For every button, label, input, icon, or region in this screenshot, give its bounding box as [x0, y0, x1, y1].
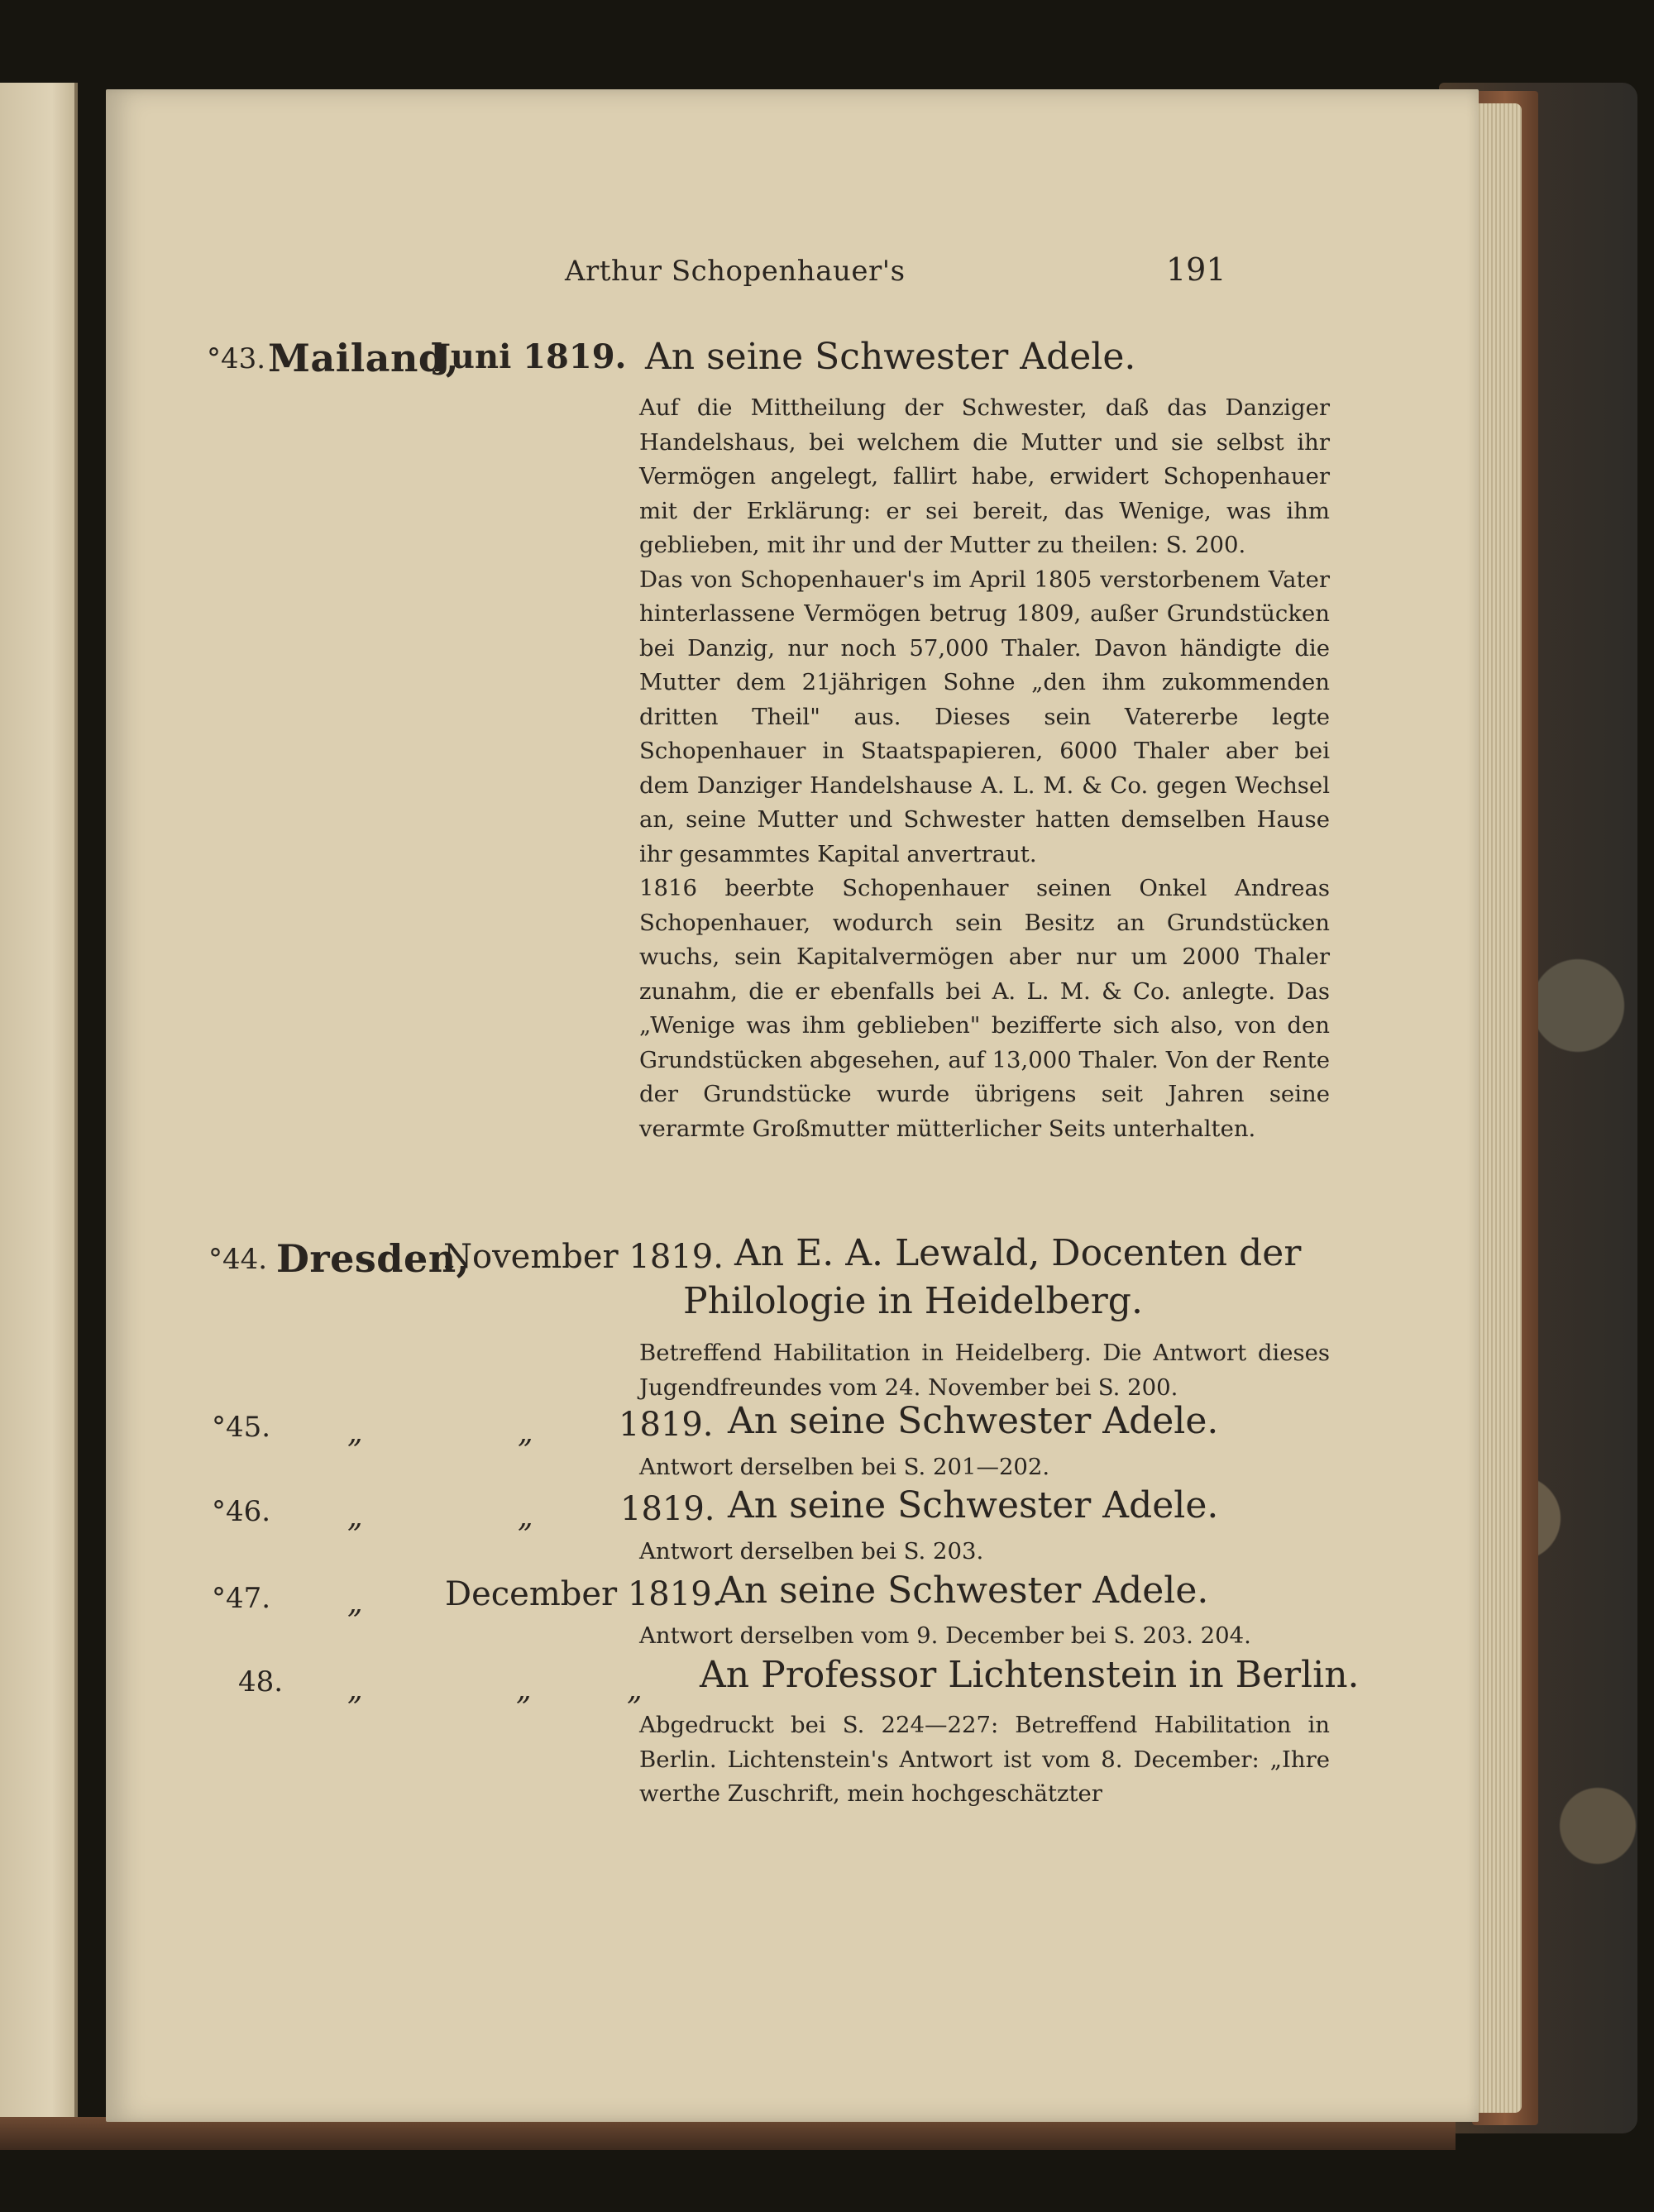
- ditto-mark: „: [347, 1500, 363, 1534]
- body-paragraph: Das von Schopenhauer's im April 1805 verstorbenem Vater hinterlassene Vermögen betrug 1809, außer Grundstücken bei Danzig, nur noch 57,000 Thaler. Davon händigte die Mutter dem 21jährigen Sohne „den ihm zukommenden dritten Theil" aus. Dieses sein Vatererbe legte Schopenhauer in Staatspapieren, 6000 Thaler aber bei dem Danziger Handelshause A. L. M. & Co. gegen Wechsel an, seine Mutter und Schwester hatten demselben Hause ihr gesammtes Kapital anvertraut.: [639, 566, 1330, 867]
- entry-recipient: An seine Schwester Adele.: [728, 1484, 1219, 1526]
- entry-date: 1819.: [619, 1406, 714, 1444]
- entry-number: °44.: [208, 1243, 268, 1276]
- entry-recipient: Philologie in Heidelberg.: [683, 1280, 1143, 1322]
- entry-body: [639, 1535, 1330, 1569]
- entry-number: °43.: [207, 342, 266, 375]
- entry-number: 48.: [238, 1665, 284, 1698]
- entry-body: [639, 391, 1330, 1146]
- body-paragraph: Abgedruckt bei S. 224—227: Betreffend Habilitation in Berlin. Lichtenstein's Antwort ist vom 8. December: „Ihre werthe Zuschrift, mein hochgeschätzter: [639, 1712, 1330, 1807]
- page: [106, 89, 1479, 2122]
- body-paragraph: Antwort derselben bei S. 203.: [639, 1538, 984, 1565]
- entry-recipient: An seine Schwester Adele.: [718, 1569, 1209, 1612]
- entry-recipient: An E. A. Lewald, Docenten der: [734, 1232, 1302, 1274]
- body-paragraph: Auf die Mittheilung der Schwester, daß das Danziger Handelshaus, bei welchem die Mutter und sie selbst ihr Vermögen angelegt, fallirt habe, erwidert Schopenhauer mit der Erklärung: er sei bereit, das Wenige, was ihm geblieben, mit ihr und der Mutter zu theilen: S. 200.: [639, 394, 1330, 558]
- page-number: 191: [1166, 251, 1226, 288]
- ditto-mark: „: [516, 1673, 532, 1707]
- entry-number: °46.: [212, 1495, 271, 1528]
- entry-place: Dresden,: [276, 1236, 471, 1281]
- ditto-mark: „: [347, 1586, 363, 1620]
- entry-number: °47.: [212, 1582, 271, 1615]
- entry-recipient: An seine Schwester Adele.: [728, 1400, 1219, 1442]
- body-paragraph: Antwort derselben bei S. 201—202.: [639, 1454, 1050, 1480]
- body-paragraph: Antwort derselben vom 9. December bei S. 203. 204.: [639, 1622, 1251, 1649]
- ditto-mark: „: [347, 1416, 363, 1450]
- running-header: Arthur Schopenhauer's: [565, 255, 906, 288]
- cover-bottom-edge: [0, 2117, 1456, 2150]
- entry-date: Juni 1819.: [435, 337, 627, 376]
- ditto-mark: „: [518, 1500, 533, 1534]
- left-page-edge: [0, 83, 78, 2133]
- entry-date: 1819.: [620, 1490, 715, 1528]
- entry-recipient: An seine Schwester Adele.: [645, 336, 1136, 378]
- entry-body: [639, 1619, 1330, 1654]
- entry-date: December 1819.: [445, 1575, 723, 1613]
- entry-number: °45.: [212, 1411, 271, 1444]
- entry-body: [639, 1336, 1330, 1405]
- ditto-mark: „: [347, 1673, 363, 1707]
- entry-date: November 1819.: [443, 1238, 724, 1276]
- entry-recipient: An Professor Lichtenstein in Berlin.: [700, 1654, 1360, 1696]
- body-paragraph: Betreffend Habilitation in Heidelberg. Die Antwort dieses Jugendfreundes vom 24. November bei S. 200.: [639, 1340, 1330, 1401]
- entry-place: Mailand,: [268, 336, 460, 380]
- body-paragraph: 1816 beerbte Schopenhauer seinen Onkel Andreas Schopenhauer, wodurch sein Besitz an Grundstücken wuchs, sein Kapitalvermögen aber nur um 2000 Thaler zunahm, die er ebenfalls bei A. L. M. & Co. anlegte. Das „Wenige was ihm geblieben" bezifferte sich also, von den Grundstücken abgesehen, auf 13,000 Thaler. Von der Rente der Grundstücke wurde übrigens seit Jahren seine verarmte Großmutter mütterlicher Seits unterhalten.: [639, 875, 1330, 1142]
- entry-body: [639, 1450, 1330, 1485]
- entry-body: [639, 1708, 1330, 1812]
- ditto-mark: „: [518, 1416, 533, 1450]
- ditto-mark: „: [627, 1673, 643, 1707]
